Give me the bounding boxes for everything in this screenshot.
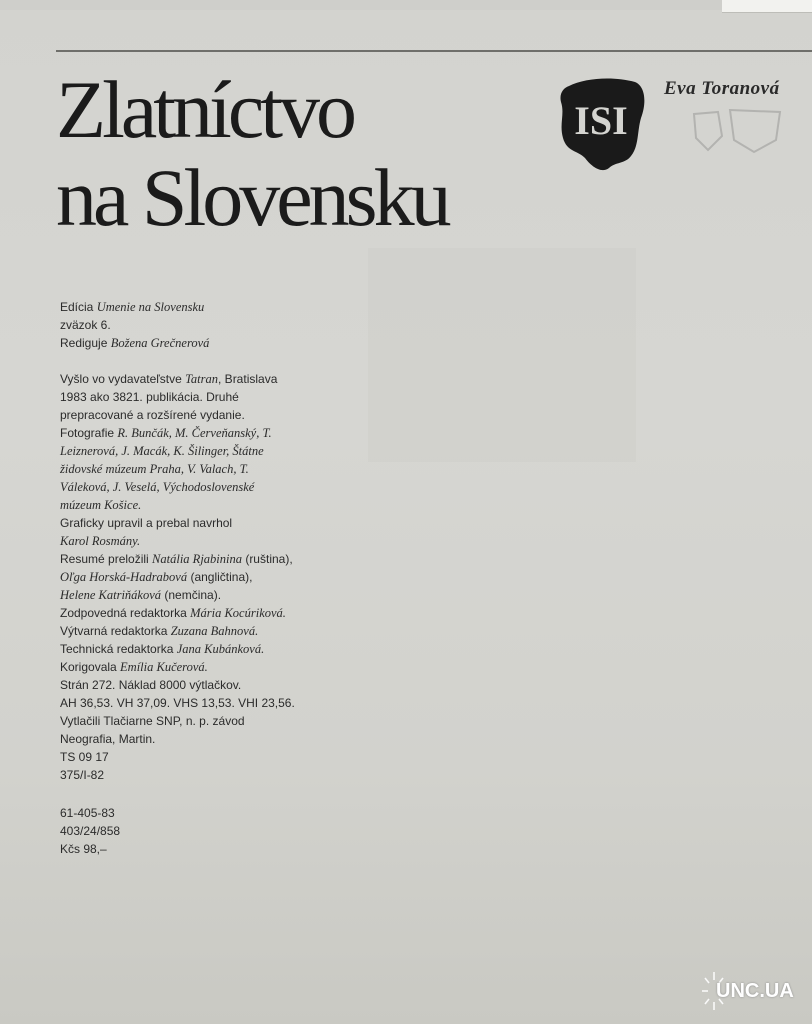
book-title-line2: na Slovensku [56,152,448,243]
colophon-line [60,694,390,712]
colophon-line [60,334,390,352]
colophon-text-run: Kčs 98,– [60,842,107,856]
colophon-text-run: Neografia, Martin. [60,732,156,746]
colophon-line [60,298,390,316]
colophon-name-run: Zuzana Bahnová. [170,624,259,638]
colophon-text-run: prepracované a rozšírené vydanie. [60,408,245,422]
colophon-text-run: (nemčina). [161,588,222,602]
colophon-line [60,442,390,460]
colophon-line [60,622,390,640]
colophon-line [60,804,390,822]
colophon-line [60,712,390,730]
colophon-text-run: 61-405-83 [60,806,115,820]
colophon-line [60,604,390,622]
colophon-name-run: Umenie na Slovensku [96,300,205,314]
colophon-text-run: Resumé preložili [60,552,153,566]
book-title-line1: Zlatníctvo [56,64,354,155]
colophon-text-run: Korigovala [60,660,121,674]
colophon-text-run: 403/24/858 [60,824,121,838]
colophon-text-run: Vyšlo vo vydavateľstve [60,372,186,386]
colophon-name-run: Oľga Horská-Hadrabová [60,570,188,584]
colophon-line [60,730,390,748]
colophon-text-run: Strán 272. Náklad 8000 výtlačkov. [60,678,242,692]
colophon-codes-block [60,804,390,858]
colophon-text-run: , Bratislava [218,372,278,386]
colophon-name-run: Váleková, J. Veselá, Východoslovenské [60,480,255,494]
colophon-name-run: Karol Rosmány. [60,534,141,548]
colophon-name-run: Helene Katriňáková [60,588,162,602]
colophon-text-run: Edícia [60,300,97,314]
colophon-text-run: Fotografie [60,426,118,440]
colophon-name-run: Jana Kubánková. [176,642,265,656]
author-name: Eva Toranová [664,78,780,99]
colophon-line [60,822,390,840]
colophon-line [60,388,390,406]
colophon-line [60,370,390,388]
colophon-text-run: zväzok 6. [60,318,111,332]
colophon-name-run: R. Bunčák, M. Červeňanský, T. [117,426,272,440]
colophon-publication-block [60,370,390,784]
colophon-line [60,496,390,514]
colophon-text-run: Zodpovedná redaktorka [60,606,191,620]
colophon-text-run: Výtvarná redaktorka [60,624,171,638]
colophon-name-run: múzeum Košice. [60,498,142,512]
colophon-text-run: Rediguje [60,336,111,350]
colophon-line [60,640,390,658]
show-through-image-area [368,248,636,462]
colophon-text-run: 1983 ako 3821. publikácia. Druhé [60,390,239,404]
colophon-line [60,748,390,766]
colophon-name-run: Emília Kučerová. [120,660,208,674]
colophon-text-run: (angličtina), [187,570,253,584]
logo-monogram: ISI [574,98,628,143]
top-band [0,0,812,10]
adjacent-page-edge [722,0,812,13]
colophon-line [60,676,390,694]
colophon-name-run: Natália Rjabinina [152,552,242,566]
colophon-line [60,568,390,586]
colophon-edition-block [60,298,390,352]
colophon-text-run: 375/I-82 [60,768,105,782]
colophon-line [60,316,390,334]
colophon-line [60,406,390,424]
colophon-line [60,460,390,478]
colophon-name-run: židovské múzeum Praha, V. Valach, T. [60,462,249,476]
colophon-text-run: AH 36,53. VH 37,09. VHS 13,53. VHI 23,56. [60,696,295,710]
colophon-line [60,586,390,604]
header-rule [56,50,812,52]
colophon-line [60,514,390,532]
colophon-text-run: TS 09 17 [60,750,109,764]
colophon [60,298,390,858]
colophon-line [60,766,390,784]
colophon-line [60,478,390,496]
colophon-name-run: Leiznerová, J. Macák, K. Šilinger, Štátne [60,444,264,458]
colophon-line [60,532,390,550]
colophon-line [60,550,390,568]
book-title [56,66,448,242]
colophon-name-run: Tatran [185,372,219,386]
colophon-line [60,658,390,676]
watermark-text: UNC.UA [716,980,794,1002]
colophon-text-run: (ruština), [241,552,293,566]
colophon-name-run: Božena Grečnerová [110,336,210,350]
publisher-logo-icon [555,74,647,174]
colophon-line [60,424,390,442]
colophon-text-run: Graficky upravil a prebal navrhol [60,516,233,530]
colophon-name-run: Mária Kocúriková. [190,606,286,620]
colophon-text-run: Vytlačili Tlačiarne SNP, n. p. závod [60,714,245,728]
colophon-line [60,840,390,858]
colophon-text-run: Technická redaktorka [60,642,177,656]
show-through-emblem-icon [690,106,785,156]
